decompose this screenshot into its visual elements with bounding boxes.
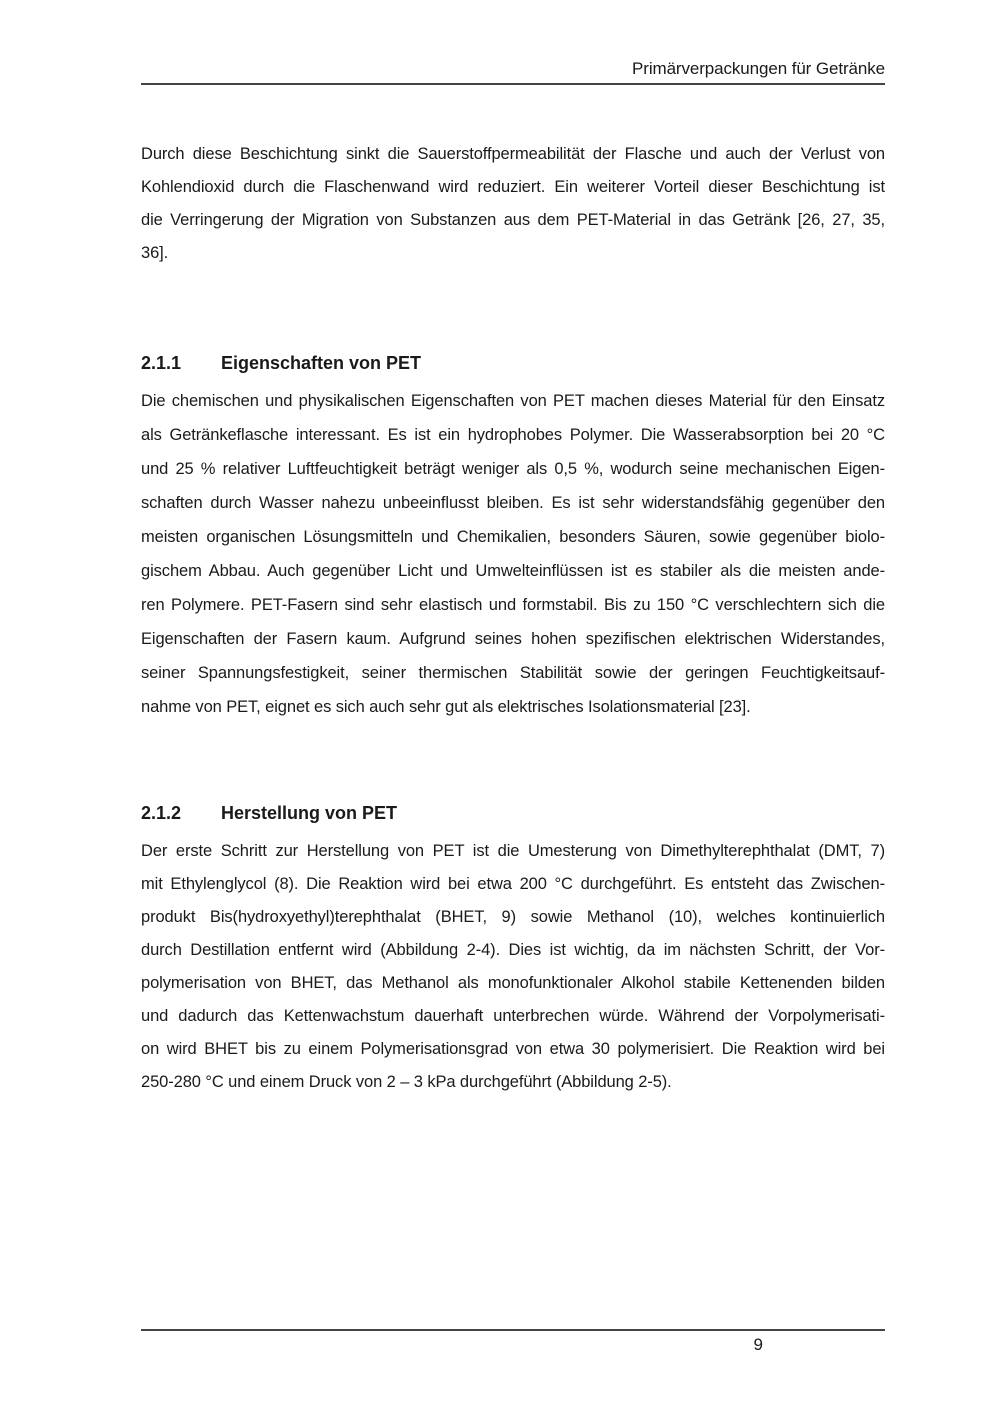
intro-paragraph — [141, 138, 885, 270]
section-2-1-2-paragraph — [141, 835, 885, 1099]
section-number: 2.1.2 — [141, 803, 182, 823]
paragraph-line: meisten organischen Lösungsmitteln und Chemikalien, besonders Säuren, sowie gegenüber biolo- — [141, 528, 885, 546]
paragraph-line: Durch diese Beschichtung sinkt die Sauerstoffpermeabilität der Flasche und auch der Verlust von — [141, 145, 885, 163]
section-title: Eigenschaften von PET — [221, 353, 422, 373]
running-header: Primärverpackungen für Getränke — [632, 59, 885, 78]
section-2-1-1-paragraph — [141, 384, 885, 724]
paragraph-line: Die chemischen und physikalischen Eigenschaften von PET machen dieses Material für den Einsatz — [141, 392, 885, 410]
paragraph-line: schaften durch Wasser nahezu unbeeinflusst bleiben. Es ist sehr widerstandsfähig gegenüber den — [141, 494, 885, 512]
paragraph-line: als Getränkeflasche interessant. Es ist ein hydrophobes Polymer. Die Wasserabsorption bei 20 °C — [141, 426, 885, 444]
paragraph-line: die Verringerung der Migration von Substanzen aus dem PET-Material in das Getränk [26, 27, 35, — [141, 211, 885, 229]
section-heading-2-1-1 — [141, 350, 885, 376]
paragraph-line: gischem Abbau. Auch gegenüber Licht und Umwelteinflüssen ist es stabiler als die meisten ande- — [141, 562, 885, 580]
paragraph-line: mit Ethylenglycol (8). Die Reaktion wird bei etwa 200 °C durchgeführt. Es entsteht das Zwischen- — [141, 875, 885, 893]
paragraph-line: on wird BHET bis zu einem Polymerisationsgrad von etwa 30 polymerisiert. Die Reaktion wird bei — [141, 1040, 885, 1058]
header-rule — [141, 83, 885, 85]
paragraph-line: und dadurch das Kettenwachstum dauerhaft unterbrechen würde. Während der Vorpolymerisati- — [141, 1007, 885, 1025]
paragraph-line: nahme von PET, eignet es sich auch sehr gut als elektrisches Isolationsmaterial [23]. — [141, 698, 751, 716]
section-number: 2.1.1 — [141, 353, 182, 373]
paragraph-line: 250-280 °C und einem Druck von 2 – 3 kPa durchgeführt (Abbildung 2-5). — [141, 1073, 672, 1091]
paragraph-line: Kohlendioxid durch die Flaschenwand wird reduziert. Ein weiterer Vorteil dieser Beschichtung ist — [141, 178, 885, 196]
paragraph-line: ren Polymere. PET-Fasern sind sehr elastisch und formstabil. Bis zu 150 °C verschlechtern sich die — [141, 596, 885, 614]
paragraph-line: produkt Bis(hydroxyethyl)terephthalat (BHET, 9) sowie Methanol (10), welches kontinuierlich — [141, 908, 885, 926]
section-title: Herstellung von PET — [221, 803, 398, 823]
paragraph-line: durch Destillation entfernt wird (Abbildung 2-4). Dies ist wichtig, da im nächsten Schritt, der Vor- — [141, 941, 885, 959]
paragraph-line: Der erste Schritt zur Herstellung von PET ist die Umesterung von Dimethylterephthalat (DMT, 7) — [141, 842, 885, 860]
paragraph-line: seiner Spannungsfestigkeit, seiner thermischen Stabilität sowie der geringen Feuchtigkeitsauf- — [141, 664, 885, 682]
paragraph-line: und 25 % relativer Luftfeuchtigkeit beträgt weniger als 0,5 %, wodurch seine mechanischen Eigen- — [141, 460, 885, 478]
footer-rule — [141, 1329, 885, 1331]
section-heading-2-1-2 — [141, 800, 885, 826]
paragraph-line: Eigenschaften der Fasern kaum. Aufgrund seines hohen spezifischen elektrischen Widerstandes, — [141, 630, 885, 648]
paragraph-line: 36]. — [141, 244, 169, 262]
paragraph-line: polymerisation von BHET, das Methanol als monofunktionaler Alkohol stabile Kettenenden bilden — [141, 974, 885, 992]
page-number: 9 — [753, 1335, 763, 1354]
